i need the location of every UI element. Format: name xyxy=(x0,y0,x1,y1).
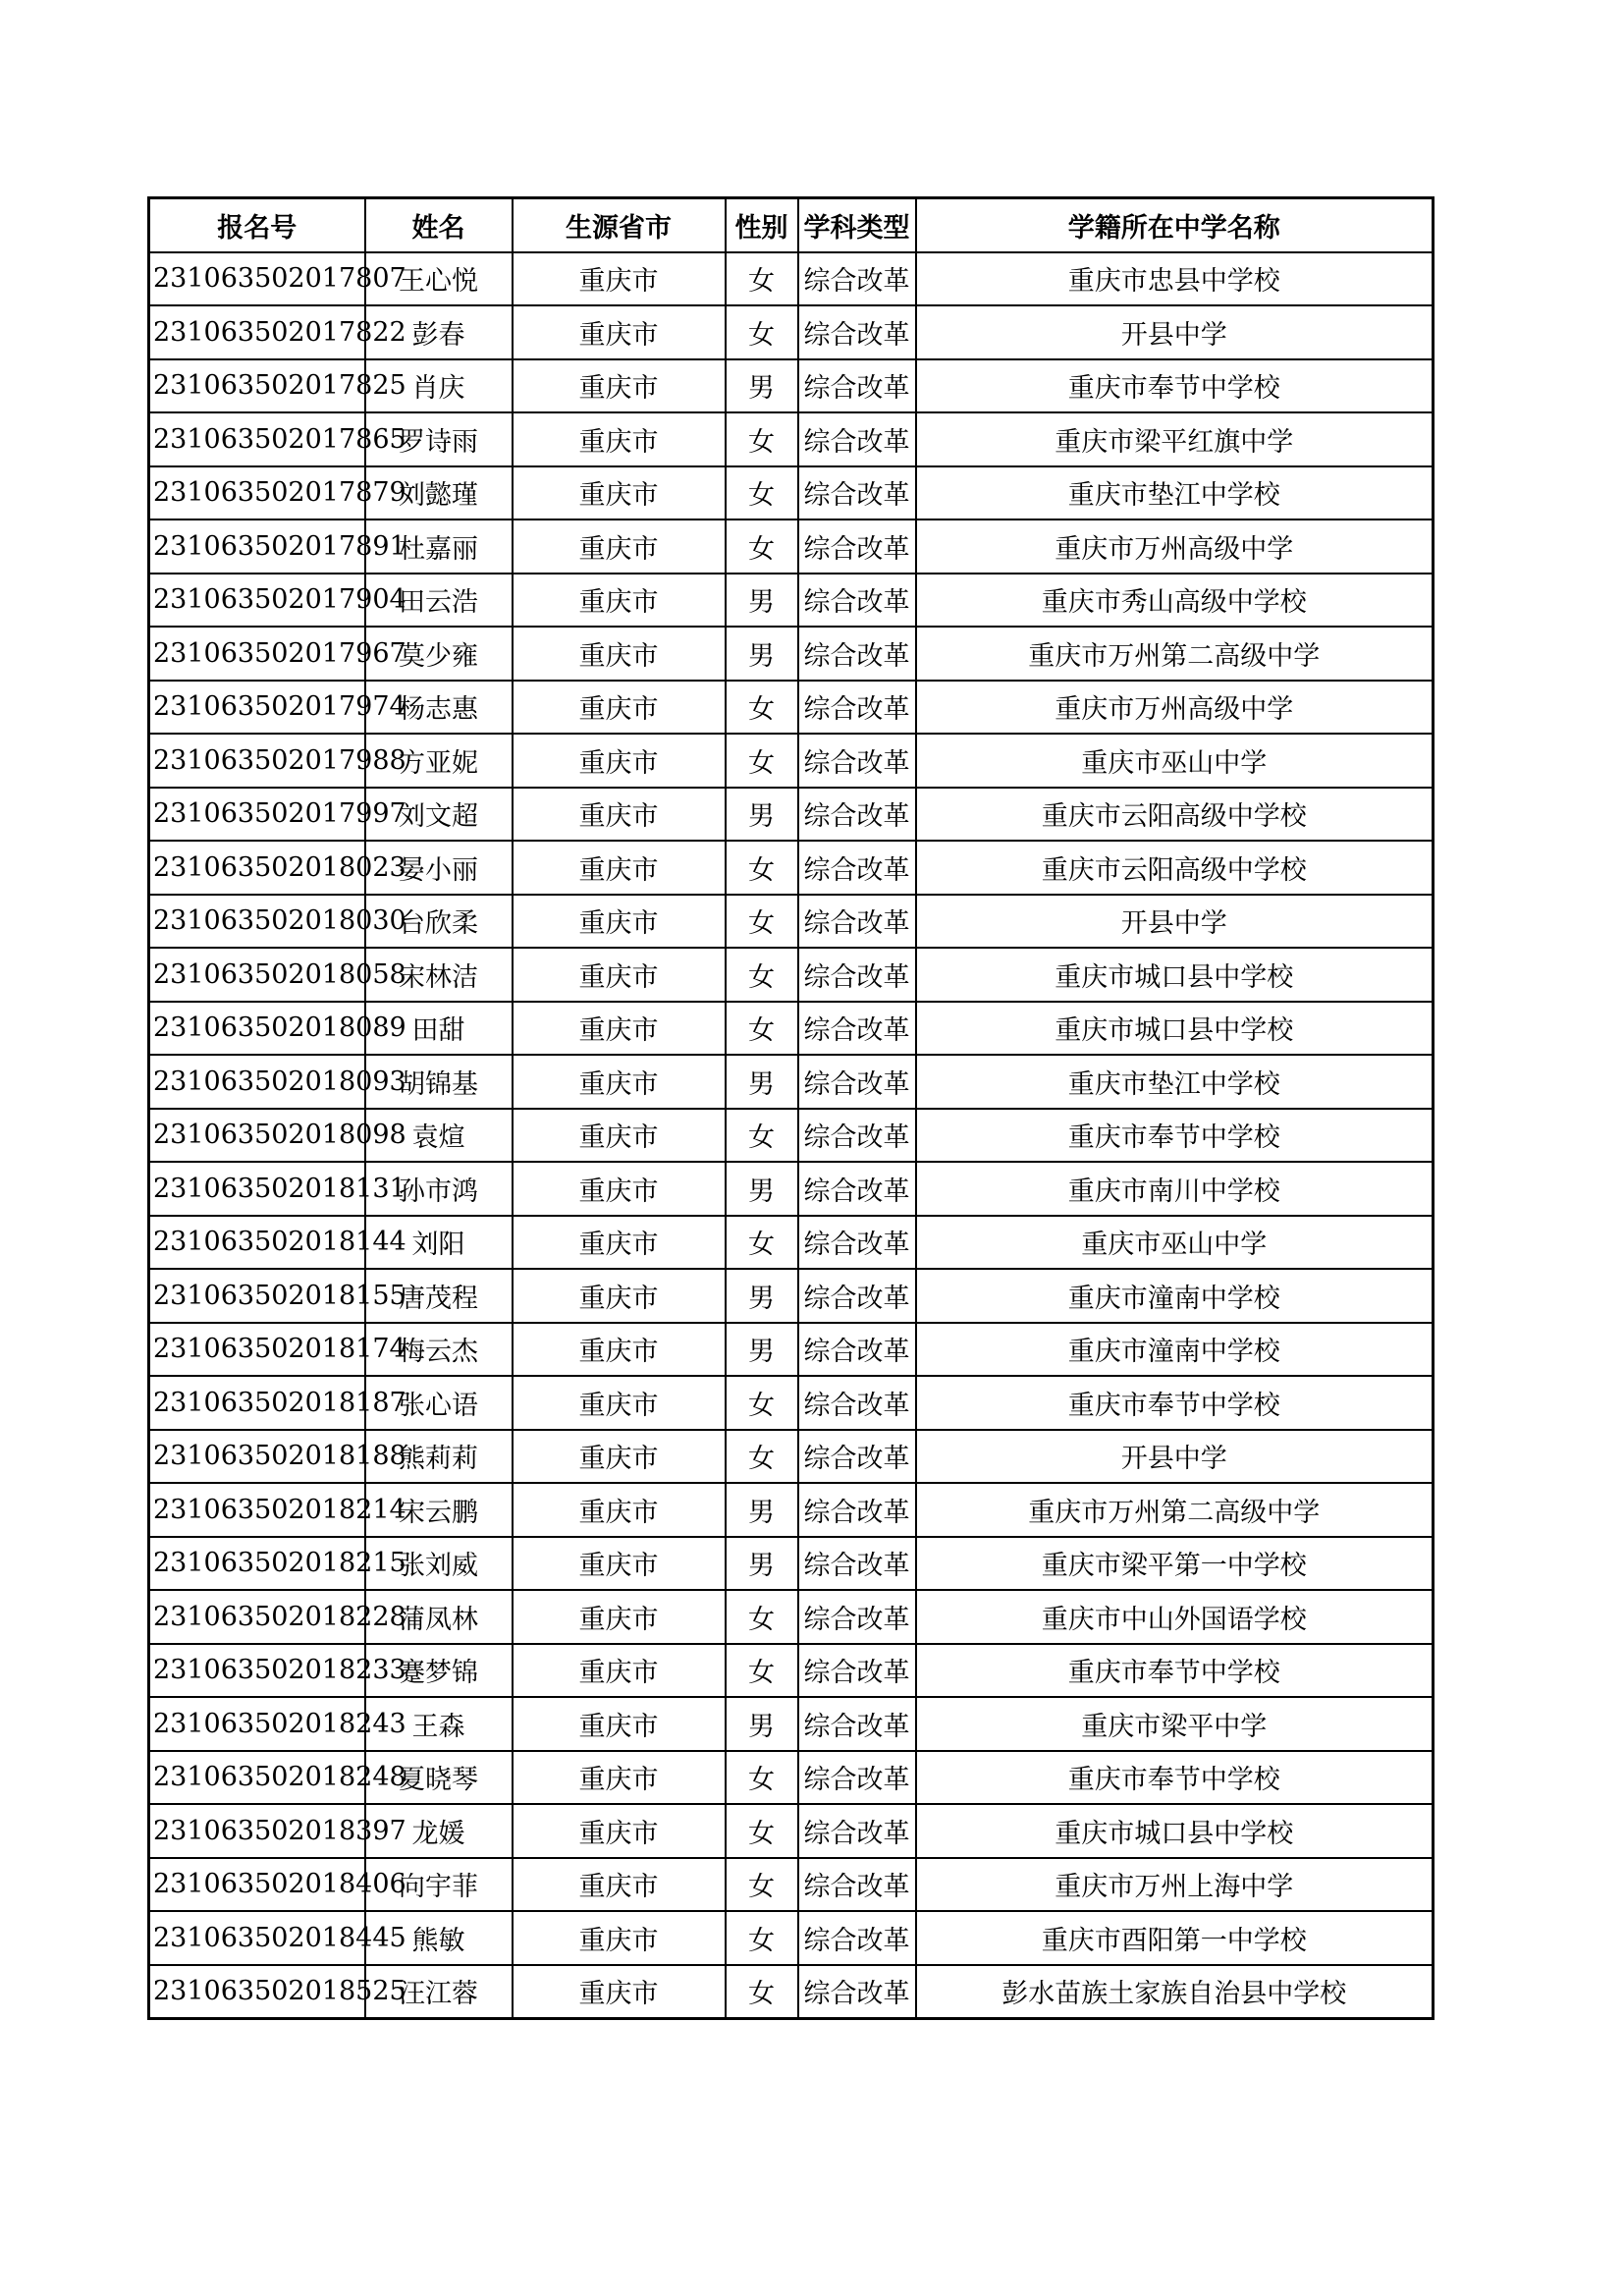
origin-province-cell: 重庆市 xyxy=(513,1483,726,1537)
gender-cell: 女 xyxy=(726,412,798,466)
school-name-cell: 重庆市梁平第一中学校 xyxy=(916,1537,1434,1591)
table-row xyxy=(149,895,1434,949)
origin-province-cell: 重庆市 xyxy=(513,1644,726,1698)
origin-province-cell: 重庆市 xyxy=(513,1858,726,1912)
name-cell: 罗诗雨 xyxy=(365,412,513,466)
origin-province-cell: 重庆市 xyxy=(513,1269,726,1323)
name-cell: 蹇梦锦 xyxy=(365,1644,513,1698)
registration-number-cell: 231063502018233 xyxy=(149,1644,365,1698)
gender-cell: 女 xyxy=(726,1751,798,1805)
table-row xyxy=(149,627,1434,681)
origin-province-cell: 重庆市 xyxy=(513,412,726,466)
school-name-cell: 重庆市忠县中学校 xyxy=(916,252,1434,306)
registration-number-cell: 231063502018098 xyxy=(149,1109,365,1163)
school-name-cell: 重庆市城口县中学校 xyxy=(916,1804,1434,1858)
name-cell: 宋林洁 xyxy=(365,948,513,1002)
school-name-cell: 开县中学 xyxy=(916,1430,1434,1484)
subject-type-cell: 综合改革 xyxy=(798,359,916,413)
subject-type-cell: 综合改革 xyxy=(798,1644,916,1698)
table-row xyxy=(149,1216,1434,1270)
table-row xyxy=(149,359,1434,413)
gender-cell: 女 xyxy=(726,305,798,359)
gender-cell: 男 xyxy=(726,627,798,681)
subject-type-cell: 综合改革 xyxy=(798,305,916,359)
origin-province-cell: 重庆市 xyxy=(513,1751,726,1805)
school-name-cell: 重庆市云阳高级中学校 xyxy=(916,841,1434,895)
table-row xyxy=(149,1269,1434,1323)
school-name-cell: 重庆市万州高级中学 xyxy=(916,681,1434,735)
registration-number-cell: 231063502018155 xyxy=(149,1269,365,1323)
registration-number-cell: 231063502017988 xyxy=(149,734,365,788)
table-row xyxy=(149,305,1434,359)
registration-number-cell: 231063502017822 xyxy=(149,305,365,359)
header-school-name: 学籍所在中学名称 xyxy=(916,198,1434,252)
subject-type-cell: 综合改革 xyxy=(798,1483,916,1537)
registration-number-cell: 231063502018215 xyxy=(149,1537,365,1591)
origin-province-cell: 重庆市 xyxy=(513,466,726,520)
origin-province-cell: 重庆市 xyxy=(513,1697,726,1751)
origin-province-cell: 重庆市 xyxy=(513,305,726,359)
origin-province-cell: 重庆市 xyxy=(513,681,726,735)
school-name-cell: 开县中学 xyxy=(916,895,1434,949)
header-row xyxy=(149,198,1434,252)
name-cell: 方亚妮 xyxy=(365,734,513,788)
origin-province-cell: 重庆市 xyxy=(513,1911,726,1965)
registration-number-cell: 231063502018093 xyxy=(149,1055,365,1109)
registration-number-cell: 231063502018023 xyxy=(149,841,365,895)
gender-cell: 男 xyxy=(726,359,798,413)
registration-number-cell: 231063502018030 xyxy=(149,895,365,949)
registration-number-cell: 231063502018228 xyxy=(149,1590,365,1644)
gender-cell: 男 xyxy=(726,1269,798,1323)
table-row xyxy=(149,841,1434,895)
name-cell: 孙市鸿 xyxy=(365,1162,513,1216)
name-cell: 蒲凤林 xyxy=(365,1590,513,1644)
table-row xyxy=(149,1858,1434,1912)
name-cell: 莫少雍 xyxy=(365,627,513,681)
subject-type-cell: 综合改革 xyxy=(798,252,916,306)
header-origin-province: 生源省市 xyxy=(513,198,726,252)
name-cell: 唐茂程 xyxy=(365,1269,513,1323)
name-cell: 刘阳 xyxy=(365,1216,513,1270)
table-row xyxy=(149,1697,1434,1751)
table-row xyxy=(149,1965,1434,2019)
table-row xyxy=(149,1162,1434,1216)
name-cell: 田云浩 xyxy=(365,574,513,628)
subject-type-cell: 综合改革 xyxy=(798,519,916,574)
origin-province-cell: 重庆市 xyxy=(513,948,726,1002)
name-cell: 汪江蓉 xyxy=(365,1965,513,2019)
school-name-cell: 重庆市奉节中学校 xyxy=(916,1109,1434,1163)
table-row xyxy=(149,734,1434,788)
table-row xyxy=(149,1483,1434,1537)
school-name-cell: 重庆市万州上海中学 xyxy=(916,1858,1434,1912)
table-row xyxy=(149,1323,1434,1377)
table-row xyxy=(149,1751,1434,1805)
table-row xyxy=(149,1109,1434,1163)
origin-province-cell: 重庆市 xyxy=(513,1965,726,2019)
registration-number-cell: 231063502018406 xyxy=(149,1858,365,1912)
gender-cell: 女 xyxy=(726,1002,798,1056)
name-cell: 熊莉莉 xyxy=(365,1430,513,1484)
subject-type-cell: 综合改革 xyxy=(798,1216,916,1270)
registration-number-cell: 231063502018131 xyxy=(149,1162,365,1216)
gender-cell: 女 xyxy=(726,1911,798,1965)
name-cell: 宋云鹏 xyxy=(365,1483,513,1537)
school-name-cell: 开县中学 xyxy=(916,305,1434,359)
table-row xyxy=(149,1590,1434,1644)
subject-type-cell: 综合改革 xyxy=(798,1858,916,1912)
school-name-cell: 重庆市秀山高级中学校 xyxy=(916,574,1434,628)
gender-cell: 女 xyxy=(726,466,798,520)
name-cell: 刘懿瑾 xyxy=(365,466,513,520)
subject-type-cell: 综合改革 xyxy=(798,574,916,628)
name-cell: 杜嘉丽 xyxy=(365,519,513,574)
name-cell: 王心悦 xyxy=(365,252,513,306)
registration-number-cell: 231063502017825 xyxy=(149,359,365,413)
origin-province-cell: 重庆市 xyxy=(513,1055,726,1109)
subject-type-cell: 综合改革 xyxy=(798,412,916,466)
origin-province-cell: 重庆市 xyxy=(513,841,726,895)
name-cell: 彭春 xyxy=(365,305,513,359)
registration-number-cell: 231063502017891 xyxy=(149,519,365,574)
subject-type-cell: 综合改革 xyxy=(798,1911,916,1965)
school-name-cell: 重庆市垫江中学校 xyxy=(916,466,1434,520)
gender-cell: 女 xyxy=(726,1858,798,1912)
name-cell: 夏晓琴 xyxy=(365,1751,513,1805)
origin-province-cell: 重庆市 xyxy=(513,1216,726,1270)
name-cell: 龙媛 xyxy=(365,1804,513,1858)
registration-number-cell: 231063502017807 xyxy=(149,252,365,306)
origin-province-cell: 重庆市 xyxy=(513,627,726,681)
table-row xyxy=(149,574,1434,628)
subject-type-cell: 综合改革 xyxy=(798,1697,916,1751)
registration-number-cell: 231063502017997 xyxy=(149,788,365,842)
origin-province-cell: 重庆市 xyxy=(513,1002,726,1056)
name-cell: 梅云杰 xyxy=(365,1323,513,1377)
school-name-cell: 重庆市万州高级中学 xyxy=(916,519,1434,574)
gender-cell: 女 xyxy=(726,1965,798,2019)
header-subject-type: 学科类型 xyxy=(798,198,916,252)
name-cell: 张刘威 xyxy=(365,1537,513,1591)
school-name-cell: 重庆市万州第二高级中学 xyxy=(916,1483,1434,1537)
table-header xyxy=(149,198,1434,252)
gender-cell: 男 xyxy=(726,1537,798,1591)
table-row xyxy=(149,252,1434,306)
table-row xyxy=(149,1644,1434,1698)
table-row xyxy=(149,466,1434,520)
name-cell: 肖庆 xyxy=(365,359,513,413)
name-cell: 田甜 xyxy=(365,1002,513,1056)
name-cell: 袁煊 xyxy=(365,1109,513,1163)
subject-type-cell: 综合改革 xyxy=(798,1804,916,1858)
gender-cell: 男 xyxy=(726,1697,798,1751)
header-gender: 性别 xyxy=(726,198,798,252)
subject-type-cell: 综合改革 xyxy=(798,841,916,895)
table-row xyxy=(149,788,1434,842)
school-name-cell: 重庆市梁平中学 xyxy=(916,1697,1434,1751)
gender-cell: 女 xyxy=(726,1376,798,1430)
subject-type-cell: 综合改革 xyxy=(798,1376,916,1430)
origin-province-cell: 重庆市 xyxy=(513,1430,726,1484)
subject-type-cell: 综合改革 xyxy=(798,1965,916,2019)
gender-cell: 女 xyxy=(726,841,798,895)
registration-number-cell: 231063502018248 xyxy=(149,1751,365,1805)
gender-cell: 女 xyxy=(726,1109,798,1163)
school-name-cell: 重庆市万州第二高级中学 xyxy=(916,627,1434,681)
school-name-cell: 重庆市云阳高级中学校 xyxy=(916,788,1434,842)
student-list-table xyxy=(147,196,1435,2020)
registration-number-cell: 231063502018187 xyxy=(149,1376,365,1430)
school-name-cell: 重庆市奉节中学校 xyxy=(916,359,1434,413)
school-name-cell: 重庆市梁平红旗中学 xyxy=(916,412,1434,466)
subject-type-cell: 综合改革 xyxy=(798,1537,916,1591)
school-name-cell: 重庆市中山外国语学校 xyxy=(916,1590,1434,1644)
subject-type-cell: 综合改革 xyxy=(798,1590,916,1644)
table-row xyxy=(149,1804,1434,1858)
origin-province-cell: 重庆市 xyxy=(513,1590,726,1644)
subject-type-cell: 综合改革 xyxy=(798,1323,916,1377)
gender-cell: 女 xyxy=(726,1804,798,1858)
school-name-cell: 重庆市巫山中学 xyxy=(916,734,1434,788)
gender-cell: 女 xyxy=(726,895,798,949)
origin-province-cell: 重庆市 xyxy=(513,1109,726,1163)
subject-type-cell: 综合改革 xyxy=(798,1430,916,1484)
origin-province-cell: 重庆市 xyxy=(513,519,726,574)
school-name-cell: 重庆市南川中学校 xyxy=(916,1162,1434,1216)
name-cell: 杨志惠 xyxy=(365,681,513,735)
subject-type-cell: 综合改革 xyxy=(798,681,916,735)
subject-type-cell: 综合改革 xyxy=(798,1269,916,1323)
name-cell: 王森 xyxy=(365,1697,513,1751)
gender-cell: 女 xyxy=(726,519,798,574)
table-row xyxy=(149,1537,1434,1591)
origin-province-cell: 重庆市 xyxy=(513,1323,726,1377)
origin-province-cell: 重庆市 xyxy=(513,895,726,949)
school-name-cell: 重庆市奉节中学校 xyxy=(916,1751,1434,1805)
header-name: 姓名 xyxy=(365,198,513,252)
registration-number-cell: 231063502017974 xyxy=(149,681,365,735)
name-cell: 台欣柔 xyxy=(365,895,513,949)
school-name-cell: 重庆市奉节中学校 xyxy=(916,1644,1434,1698)
subject-type-cell: 综合改革 xyxy=(798,734,916,788)
registration-number-cell: 231063502018144 xyxy=(149,1216,365,1270)
school-name-cell: 彭水苗族土家族自治县中学校 xyxy=(916,1965,1434,2019)
table-row xyxy=(149,1911,1434,1965)
school-name-cell: 重庆市城口县中学校 xyxy=(916,1002,1434,1056)
origin-province-cell: 重庆市 xyxy=(513,1804,726,1858)
origin-province-cell: 重庆市 xyxy=(513,1162,726,1216)
table-row xyxy=(149,1430,1434,1484)
gender-cell: 女 xyxy=(726,1430,798,1484)
school-name-cell: 重庆市垫江中学校 xyxy=(916,1055,1434,1109)
origin-province-cell: 重庆市 xyxy=(513,574,726,628)
school-name-cell: 重庆市潼南中学校 xyxy=(916,1269,1434,1323)
registration-number-cell: 231063502017865 xyxy=(149,412,365,466)
gender-cell: 女 xyxy=(726,1644,798,1698)
origin-province-cell: 重庆市 xyxy=(513,1376,726,1430)
registration-number-cell: 231063502018089 xyxy=(149,1002,365,1056)
table-row xyxy=(149,519,1434,574)
gender-cell: 女 xyxy=(726,1216,798,1270)
subject-type-cell: 综合改革 xyxy=(798,627,916,681)
origin-province-cell: 重庆市 xyxy=(513,1537,726,1591)
name-cell: 张心语 xyxy=(365,1376,513,1430)
school-name-cell: 重庆市奉节中学校 xyxy=(916,1376,1434,1430)
registration-number-cell: 231063502017904 xyxy=(149,574,365,628)
gender-cell: 男 xyxy=(726,574,798,628)
name-cell: 晏小丽 xyxy=(365,841,513,895)
gender-cell: 男 xyxy=(726,1055,798,1109)
origin-province-cell: 重庆市 xyxy=(513,252,726,306)
registration-number-cell: 231063502018525 xyxy=(149,1965,365,2019)
gender-cell: 女 xyxy=(726,681,798,735)
subject-type-cell: 综合改革 xyxy=(798,1751,916,1805)
table-row xyxy=(149,1002,1434,1056)
registration-number-cell: 231063502017879 xyxy=(149,466,365,520)
registration-number-cell: 231063502018214 xyxy=(149,1483,365,1537)
school-name-cell: 重庆市潼南中学校 xyxy=(916,1323,1434,1377)
name-cell: 胡锦基 xyxy=(365,1055,513,1109)
name-cell: 熊敏 xyxy=(365,1911,513,1965)
registration-number-cell: 231063502018397 xyxy=(149,1804,365,1858)
origin-province-cell: 重庆市 xyxy=(513,788,726,842)
table-row xyxy=(149,412,1434,466)
name-cell: 向宇菲 xyxy=(365,1858,513,1912)
school-name-cell: 重庆市城口县中学校 xyxy=(916,948,1434,1002)
registration-number-cell: 231063502018058 xyxy=(149,948,365,1002)
gender-cell: 男 xyxy=(726,1162,798,1216)
gender-cell: 男 xyxy=(726,1483,798,1537)
gender-cell: 女 xyxy=(726,948,798,1002)
school-name-cell: 重庆市酉阳第一中学校 xyxy=(916,1911,1434,1965)
subject-type-cell: 综合改革 xyxy=(798,1002,916,1056)
registration-number-cell: 231063502018188 xyxy=(149,1430,365,1484)
subject-type-cell: 综合改革 xyxy=(798,466,916,520)
gender-cell: 男 xyxy=(726,1323,798,1377)
header-registration-number: 报名号 xyxy=(149,198,365,252)
table-row xyxy=(149,948,1434,1002)
table-row xyxy=(149,1055,1434,1109)
origin-province-cell: 重庆市 xyxy=(513,734,726,788)
origin-province-cell: 重庆市 xyxy=(513,359,726,413)
table-row xyxy=(149,681,1434,735)
registration-number-cell: 231063502017967 xyxy=(149,627,365,681)
subject-type-cell: 综合改革 xyxy=(798,1162,916,1216)
registration-number-cell: 231063502018445 xyxy=(149,1911,365,1965)
registration-number-cell: 231063502018174 xyxy=(149,1323,365,1377)
name-cell: 刘文超 xyxy=(365,788,513,842)
subject-type-cell: 综合改革 xyxy=(798,788,916,842)
school-name-cell: 重庆市巫山中学 xyxy=(916,1216,1434,1270)
subject-type-cell: 综合改革 xyxy=(798,1055,916,1109)
gender-cell: 男 xyxy=(726,788,798,842)
subject-type-cell: 综合改革 xyxy=(798,1109,916,1163)
gender-cell: 女 xyxy=(726,1590,798,1644)
gender-cell: 女 xyxy=(726,252,798,306)
subject-type-cell: 综合改革 xyxy=(798,948,916,1002)
table-row xyxy=(149,1376,1434,1430)
subject-type-cell: 综合改革 xyxy=(798,895,916,949)
registration-number-cell: 231063502018243 xyxy=(149,1697,365,1751)
table-body xyxy=(149,252,1434,2019)
gender-cell: 女 xyxy=(726,734,798,788)
